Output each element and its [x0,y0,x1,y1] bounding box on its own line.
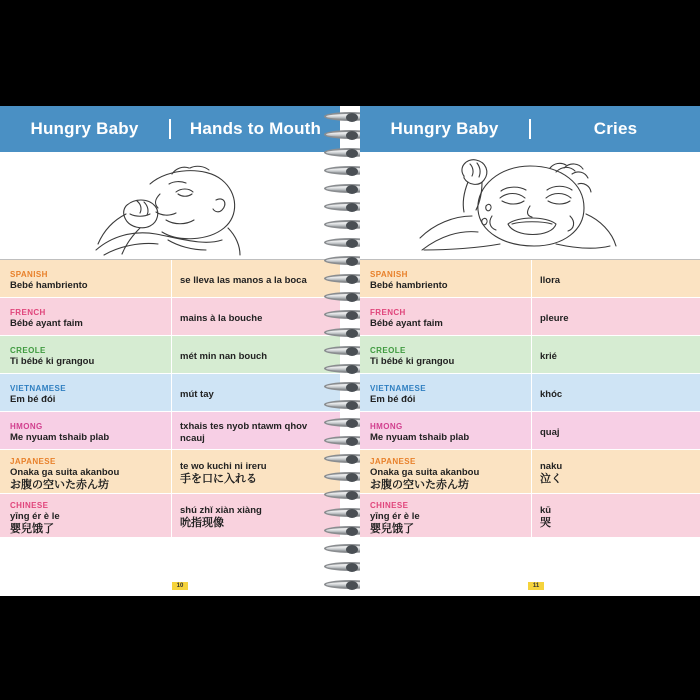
left-language-rows [0,260,340,538]
term-text: Em bé đói [370,394,416,405]
language-label: CREOLE [10,346,46,355]
language-label: VIETNAMESE [10,384,67,393]
translation-text-native: 吮指现像 [180,517,224,529]
term-text: yīng ér è le [370,510,420,522]
term-text: Me nyuam tshaib plab [370,432,470,443]
right-page [360,106,700,596]
row-translation-cell [532,336,700,373]
table-row [0,336,340,374]
row-term-cell [360,298,532,335]
translation-text: te wo kuchi ni ireru [180,461,267,472]
table-row [0,450,340,494]
translation-text: llora [540,274,561,286]
term-text-native: お腹の空いた赤ん坊 [10,478,109,491]
term-text-native: 婴兒饿了 [10,522,54,535]
translation-text: mút tay [180,388,214,400]
language-label: JAPANESE [370,456,416,466]
row-term-cell [360,494,532,537]
left-page-header [0,106,340,154]
row-translation-cell [172,374,340,411]
table-row [0,260,340,298]
term-text: Bebé hambriento [10,280,88,291]
table-row [360,450,700,494]
row-translation-cell [532,260,700,297]
row-term-cell [360,260,532,297]
translation-text-native: 泣く [540,473,562,485]
term-text: Ti bébé ki grangou [370,356,455,367]
language-label: SPANISH [370,270,408,279]
language-label: CHINESE [10,500,49,510]
term-text: Bébé ayant faim [370,318,443,329]
row-translation-cell [172,336,340,373]
spiral-bound-book [0,106,700,596]
row-term-cell [0,412,172,449]
term-text: Bebé hambriento [370,280,448,291]
left-header-col-1: Hungry Baby [30,119,139,138]
right-header-col-1: Hungry Baby [390,119,499,138]
table-row [360,298,700,336]
baby-hand-to-mouth-icon [0,154,340,260]
language-label: FRENCH [10,308,46,317]
table-row [360,260,700,298]
language-label: FRENCH [370,308,406,317]
language-label: CREOLE [370,346,406,355]
term-text: Bébé ayant faim [10,318,83,329]
spiral-binding [340,106,360,596]
right-language-rows [360,260,700,538]
row-term-cell [0,374,172,411]
book-spine [340,106,360,596]
term-text: Em bé đói [10,394,56,405]
row-translation-cell [172,450,340,493]
translation-text: mét min nan bouch [180,350,268,362]
language-label: JAPANESE [10,456,56,466]
row-term-cell [0,494,172,537]
term-text: yīng ér è le [10,510,60,522]
translation-text: naku [540,461,563,472]
translation-text-native: 哭 [540,517,551,529]
term-text: Me nyuam tshaib plab [10,432,110,443]
translation-text: txhais tes nyob ntawm qhov ncauj [180,420,308,444]
translation-text-native: 手を口に入れる [180,473,257,485]
row-translation-cell [532,494,700,537]
language-label: HMONG [370,422,403,431]
row-translation-cell [532,374,700,411]
term-text: Ti bébé ki grangou [10,356,95,367]
translation-text: quaj [540,426,560,438]
term-text: Onaka ga suita akanbou [370,466,480,478]
right-header-col-2: Cries [529,119,700,139]
term-text: Onaka ga suita akanbou [10,466,120,478]
translation-text: shú zhǐ xiàn xiàng [180,505,262,516]
translation-text: se lleva las manos a la boca [180,274,307,286]
term-text-native: お腹の空いた赤ん坊 [370,478,469,491]
row-term-cell [360,336,532,373]
table-row [0,374,340,412]
page-number-left: 10 [172,582,188,590]
row-translation-cell [532,412,700,449]
right-illustration [360,154,700,260]
left-illustration [0,154,340,260]
page-number-right: 11 [528,582,544,590]
right-page-header [360,106,700,154]
translation-text: kū [540,505,552,516]
crying-baby-icon [360,154,700,260]
row-translation-cell [172,412,340,449]
row-term-cell [0,336,172,373]
term-text-native: 婴兒饿了 [370,522,414,535]
translation-text: pleure [540,312,569,324]
table-row [360,374,700,412]
row-term-cell [360,450,532,493]
translation-text: khóc [540,388,563,400]
table-row [0,412,340,450]
translation-text: krié [540,350,557,362]
language-label: VIETNAMESE [370,384,427,393]
language-label: SPANISH [10,270,48,279]
table-row [360,336,700,374]
row-translation-cell [532,450,700,493]
row-translation-cell [532,298,700,335]
row-term-cell [0,260,172,297]
row-translation-cell [172,494,340,537]
table-row [0,494,340,538]
table-row [360,494,700,538]
table-row [360,412,700,450]
translation-text: mains à la bouche [180,312,263,324]
row-term-cell [0,298,172,335]
language-label: CHINESE [370,500,409,510]
language-label: HMONG [10,422,43,431]
row-translation-cell [172,260,340,297]
row-term-cell [360,374,532,411]
table-row [0,298,340,336]
row-translation-cell [172,298,340,335]
row-term-cell [0,450,172,493]
left-page [0,106,340,596]
left-header-col-2: Hands to Mouth [169,119,340,139]
row-term-cell [360,412,532,449]
